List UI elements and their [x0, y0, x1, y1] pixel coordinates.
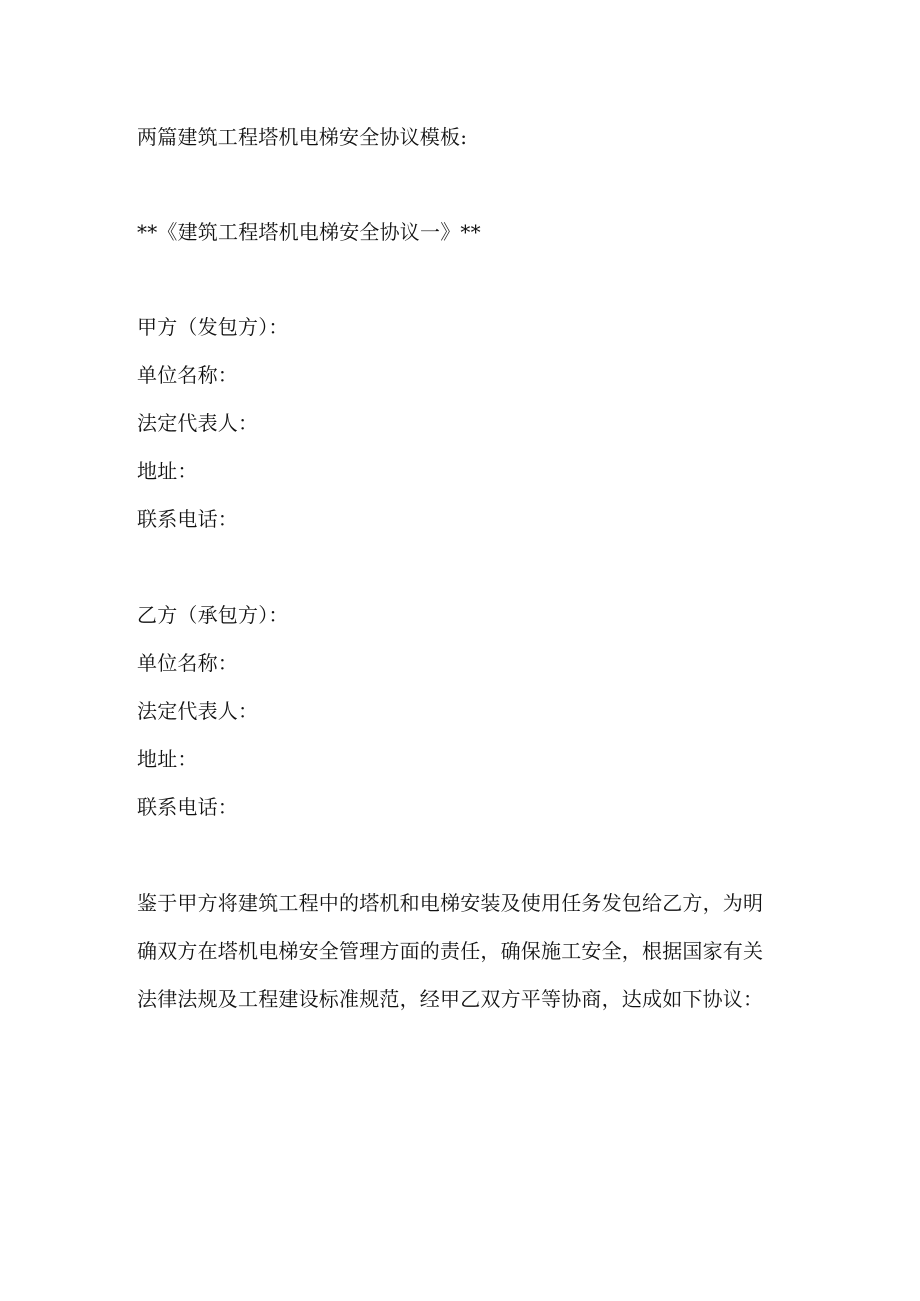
- party-a-address-label: 地址：: [137, 459, 198, 483]
- party-b-legal-rep-label: 法定代表人：: [137, 699, 259, 723]
- party-a-unit-name-label: 单位名称：: [137, 363, 238, 387]
- party-a-legal-rep-label: 法定代表人：: [137, 411, 259, 435]
- party-b-heading: 乙方（承包方）：: [137, 603, 289, 627]
- preamble-line: 法律法规及工程建设标准规范，经甲乙双方平等协商，达成如下协议：: [137, 987, 764, 1011]
- party-b-address-label: 地址：: [137, 747, 198, 771]
- preamble-line: 鉴于甲方将建筑工程中的塔机和电梯安装及使用任务发包给乙方，为明: [137, 891, 764, 915]
- preamble-line: 确双方在塔机电梯安全管理方面的责任，确保施工安全，根据国家有关: [137, 939, 764, 963]
- party-b-phone-label: 联系电话：: [137, 795, 238, 819]
- party-a-phone-label: 联系电话：: [137, 507, 238, 531]
- party-b-unit-name-label: 单位名称：: [137, 651, 238, 675]
- party-a-heading: 甲方（发包方）：: [137, 315, 289, 339]
- document-title: **《建筑工程塔机电梯安全协议一》**: [137, 220, 481, 244]
- intro-line: 两篇建筑工程塔机电梯安全协议模板:: [137, 125, 468, 149]
